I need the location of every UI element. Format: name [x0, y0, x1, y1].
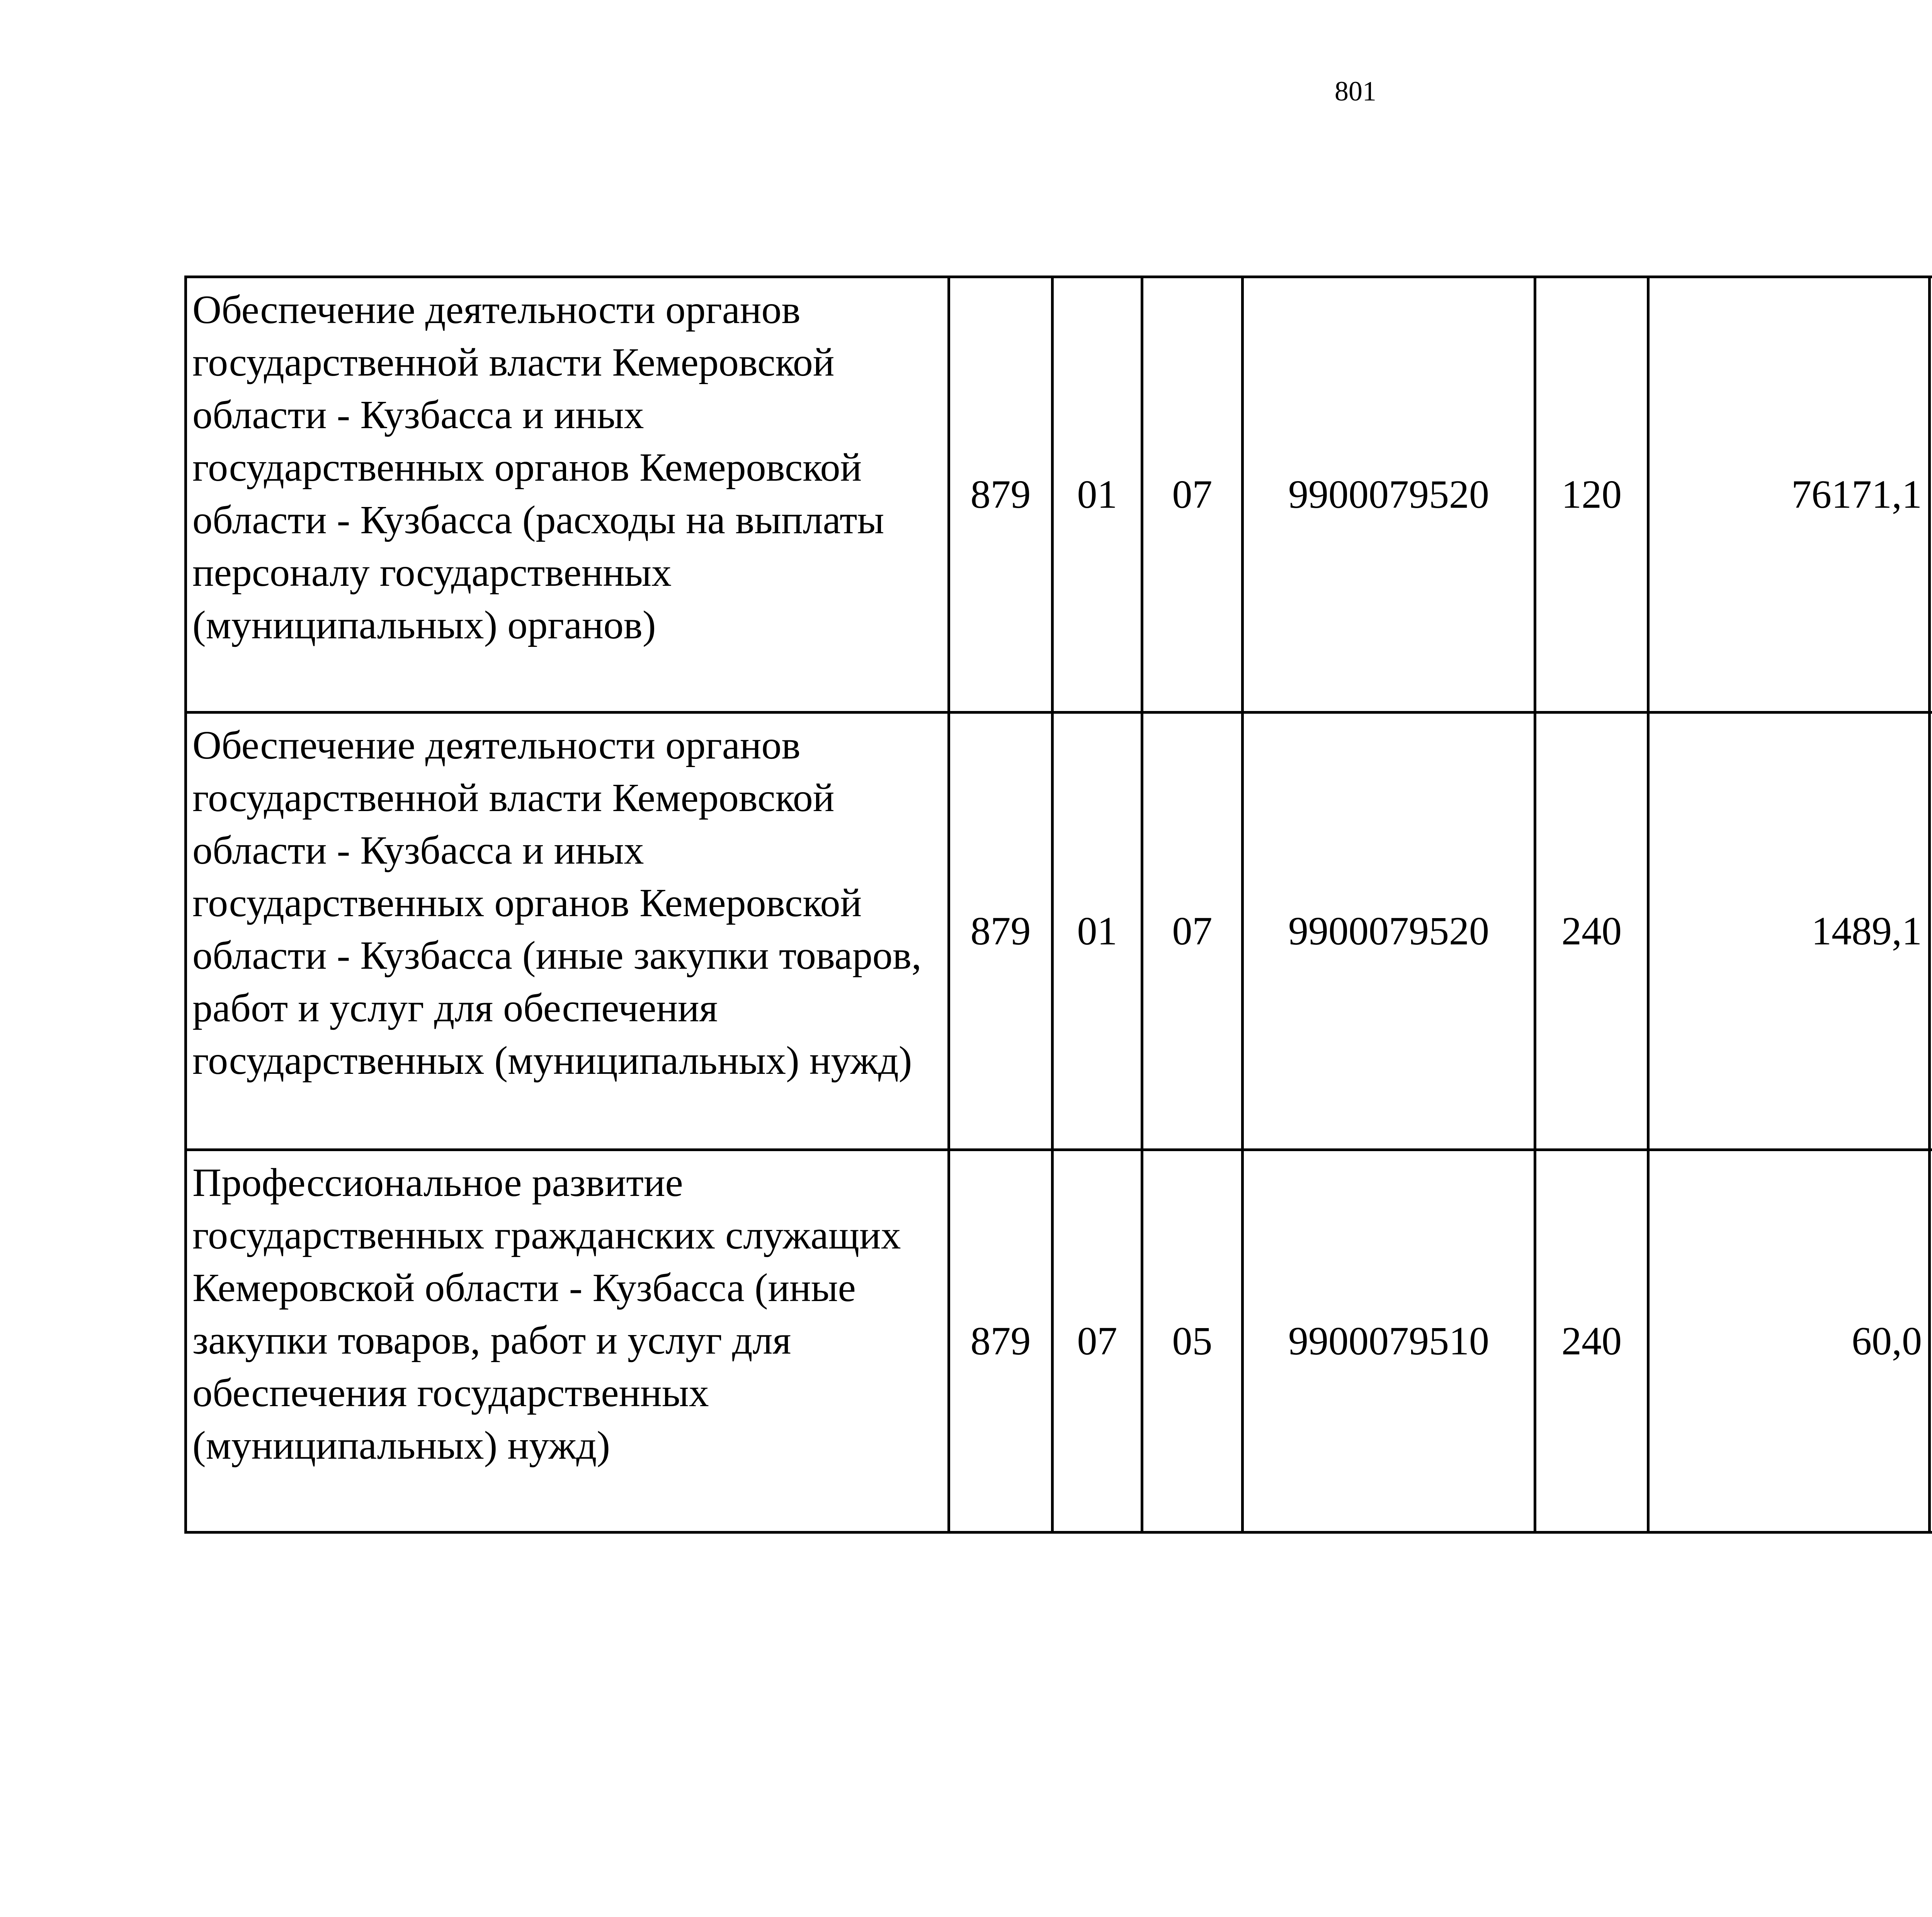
amount-year-1: 60,0	[1648, 1150, 1930, 1533]
expense-description: Обеспечение деятельности органов государственной власти Кемеровской области - Кузбасса и иных государственных органов Кемеровской области - Кузбасса (расходы на выплаты персоналу государственных (муниципальных) органов)	[186, 277, 949, 713]
ministry-code: 879	[949, 1150, 1053, 1533]
expense-type-code: 240	[1535, 713, 1648, 1150]
expense-type-code: 120	[1535, 277, 1648, 713]
expense-description: Профессиональное развитие государственных гражданских служащих Кемеровской области - Кузбасса (иные закупки товаров, работ и услуг для обеспечения государственных (муниципальных) нужд)	[186, 1150, 949, 1533]
section-code: 01	[1053, 277, 1142, 713]
table-row	[186, 1150, 1932, 1533]
subsection-code: 07	[1142, 713, 1243, 1150]
ministry-code: 879	[949, 713, 1053, 1150]
target-article-code: 9900079520	[1243, 277, 1535, 713]
subsection-code: 05	[1142, 1150, 1243, 1533]
expense-description: Обеспечение деятельности органов государственной власти Кемеровской области - Кузбасса и иных государственных органов Кемеровской области - Кузбасса (иные закупки товаров, работ и услуг для обеспечения государственных (муниципальных) нужд)	[186, 713, 949, 1150]
subsection-code: 07	[1142, 277, 1243, 713]
section-code: 01	[1053, 713, 1142, 1150]
amount-year-1: 1489,1	[1648, 713, 1930, 1150]
amount-year-1: 76171,1	[1648, 277, 1930, 713]
expense-type-code: 240	[1535, 1150, 1648, 1533]
amount-year-2	[1930, 277, 1932, 713]
target-article-code: 9900079510	[1243, 1150, 1535, 1533]
budget-table	[184, 276, 1932, 1534]
ministry-code: 879	[949, 277, 1053, 713]
section-code: 07	[1053, 1150, 1142, 1533]
target-article-code: 9900079520	[1243, 713, 1535, 1150]
amount-year-2	[1930, 713, 1932, 1150]
amount-year-2	[1930, 1150, 1932, 1533]
page-number: 801	[1335, 76, 1376, 107]
table-row	[186, 713, 1932, 1150]
table-row	[186, 277, 1932, 713]
